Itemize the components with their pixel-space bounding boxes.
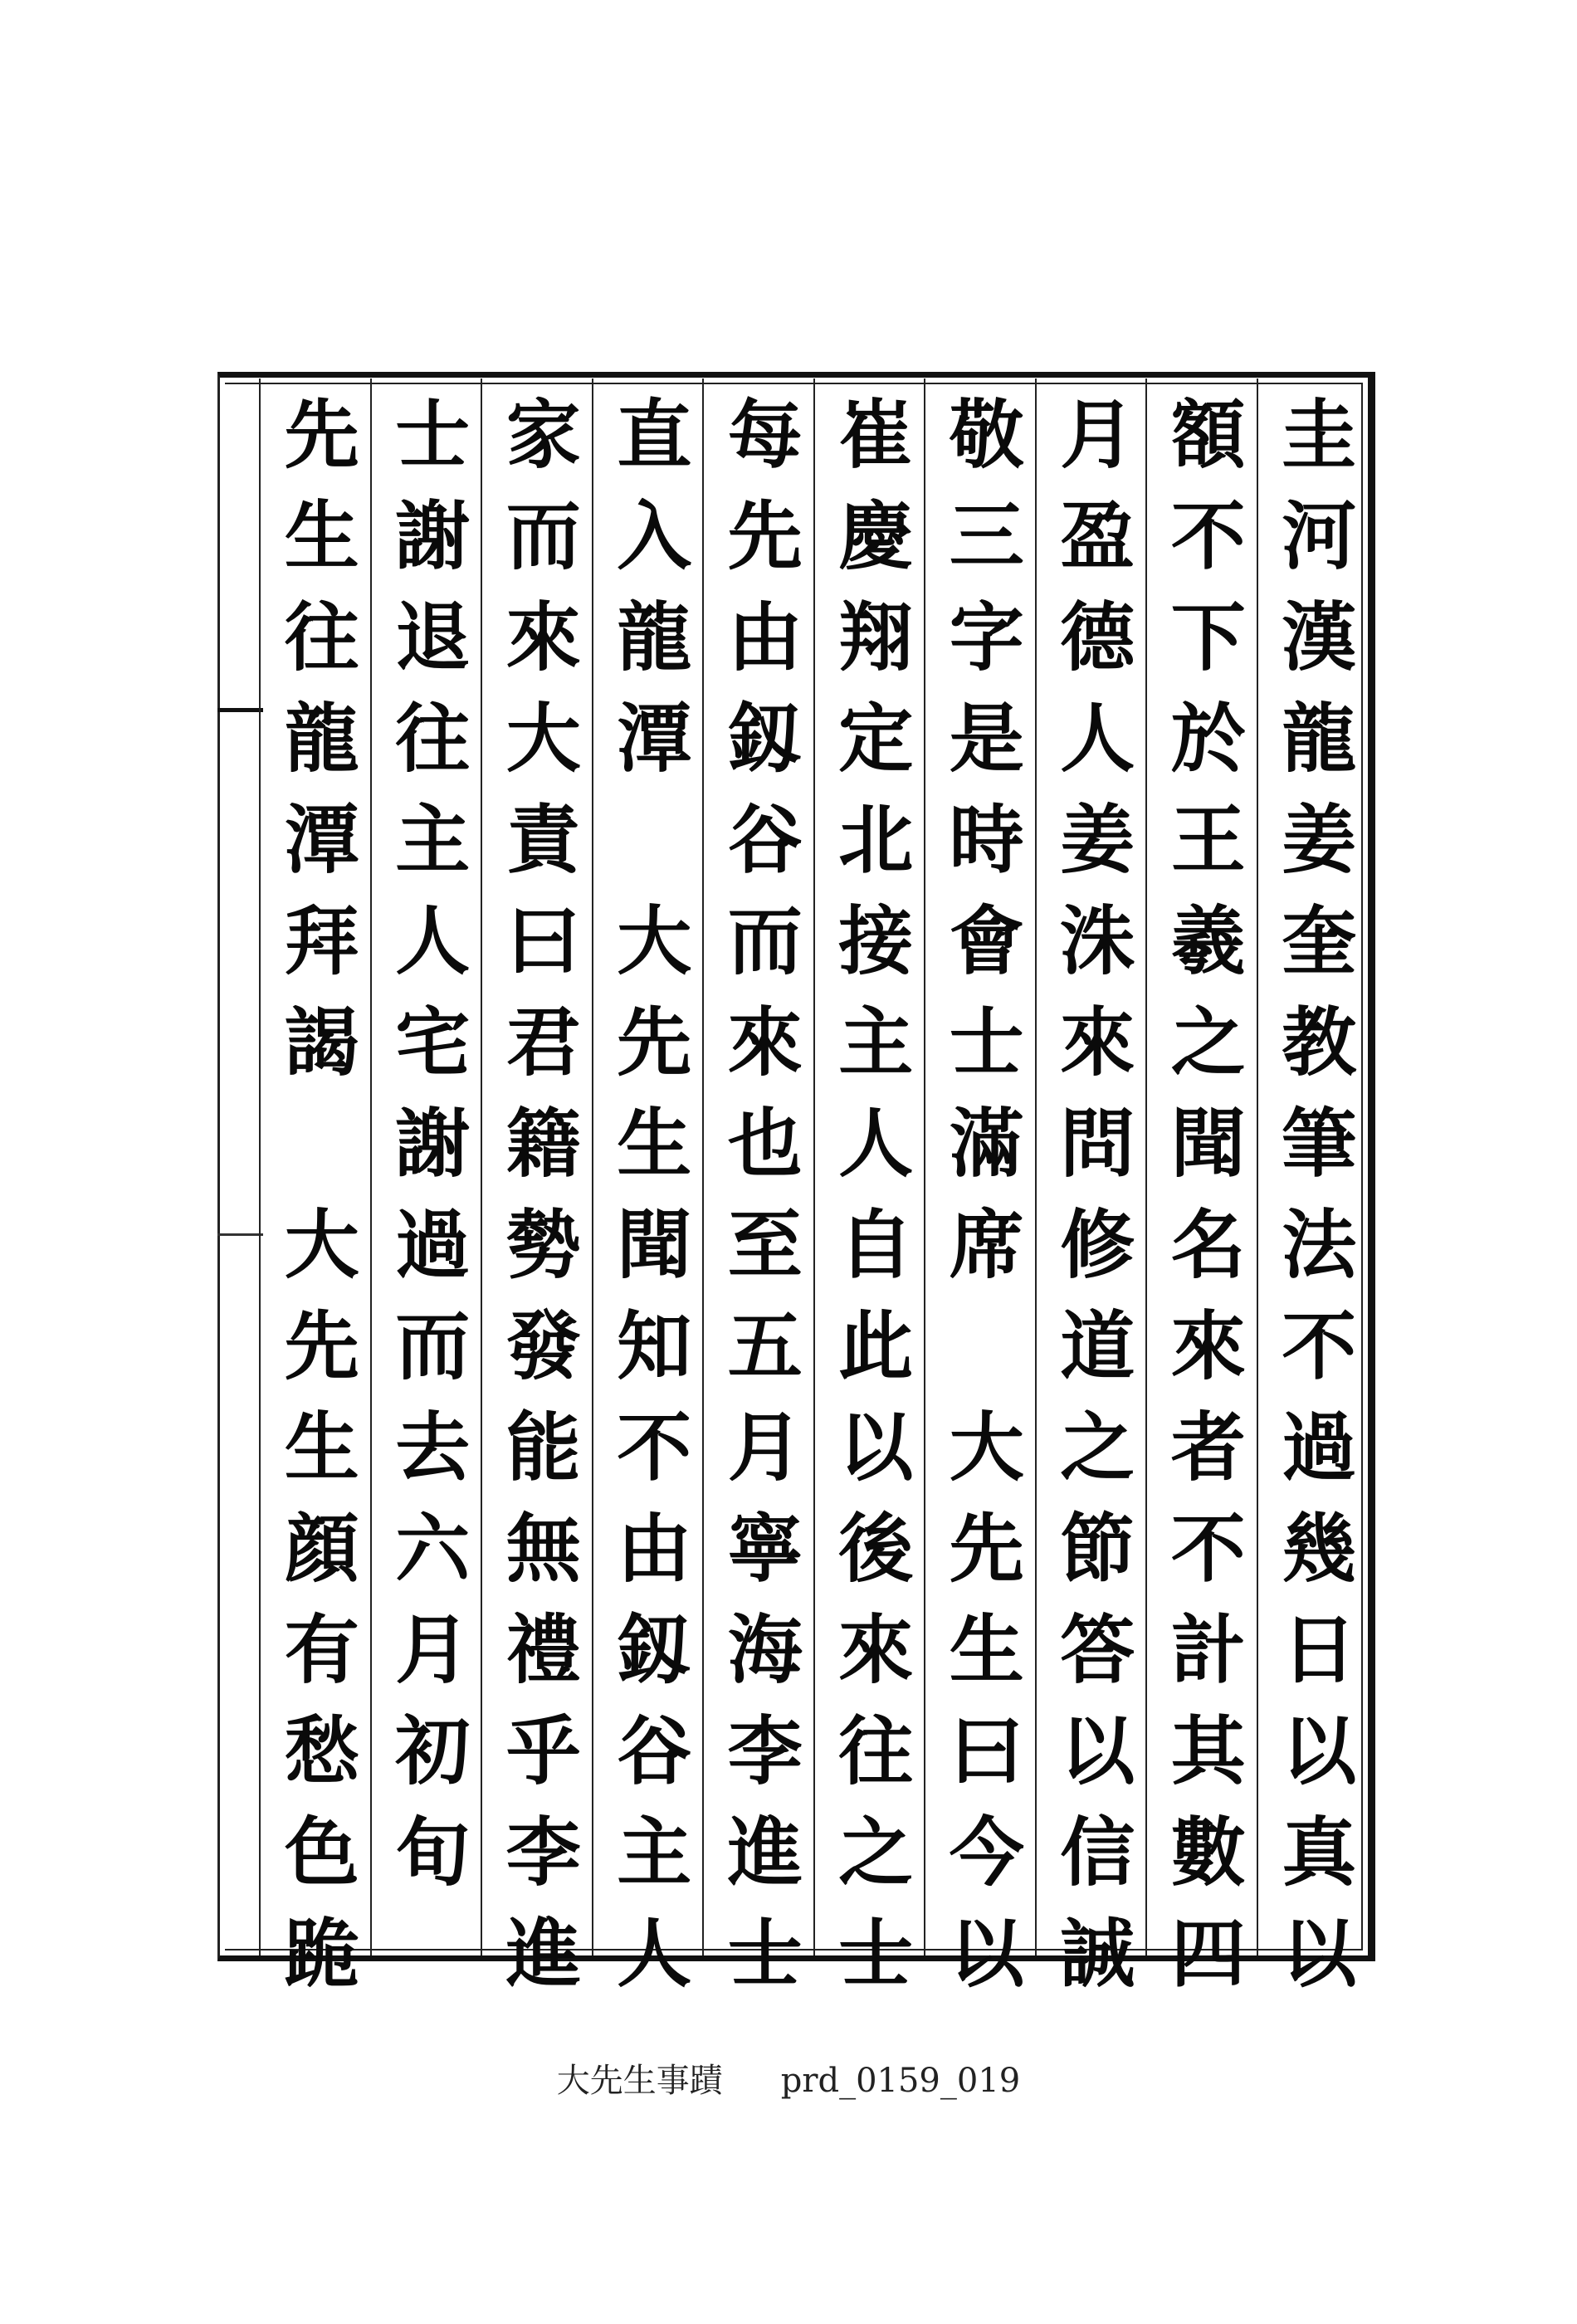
column-text: 崔慶翔定北接主人自此以後來往之士 bbox=[825, 395, 914, 2015]
column-text: 先生往龍潭拜謁 大先生顔有愁色跪 bbox=[271, 395, 359, 2015]
text-column-10 bbox=[259, 378, 370, 2015]
column-text: 額不下於王羲之聞名來者不計其數四 bbox=[1157, 395, 1246, 2015]
vertical-text-block bbox=[259, 378, 1367, 2015]
text-column-4 bbox=[924, 378, 1035, 2015]
caption-page-id: prd_0159_019 bbox=[780, 2062, 1021, 2100]
column-text: 士謝退往主人宅謝過而去六月初旬 bbox=[382, 395, 471, 1914]
caption-title: 大先生事蹟 bbox=[556, 2062, 723, 2100]
text-column-3 bbox=[1035, 378, 1146, 2015]
margin-mark-lower bbox=[217, 1233, 263, 1236]
text-column-2 bbox=[1145, 378, 1257, 2015]
column-text: 家而來大責曰君籍勢發能無禮乎李進 bbox=[492, 395, 581, 2015]
text-column-9 bbox=[370, 378, 481, 1955]
text-column-6 bbox=[702, 378, 813, 2015]
column-text: 每先由釼谷而來也至五月寧海李進士 bbox=[714, 395, 803, 2015]
column-text: 敬三字是時會士滿席 大先生曰今以 bbox=[935, 395, 1024, 2015]
text-column-5 bbox=[813, 378, 925, 2015]
text-column-8 bbox=[481, 378, 592, 2015]
column-text: 月盈德人姜洙來問修道之節答以信誠 bbox=[1047, 395, 1135, 2015]
page-caption bbox=[0, 2054, 1577, 2102]
text-column-1 bbox=[1257, 378, 1368, 2015]
column-text: 圭河漢龍姜奎教筆法不過幾日以真以 bbox=[1268, 395, 1357, 2015]
text-column-7 bbox=[592, 378, 703, 2015]
column-text: 直入龍潭 大先生聞知不由釼谷主人 bbox=[603, 395, 692, 2015]
margin-mark-upper bbox=[217, 708, 263, 712]
